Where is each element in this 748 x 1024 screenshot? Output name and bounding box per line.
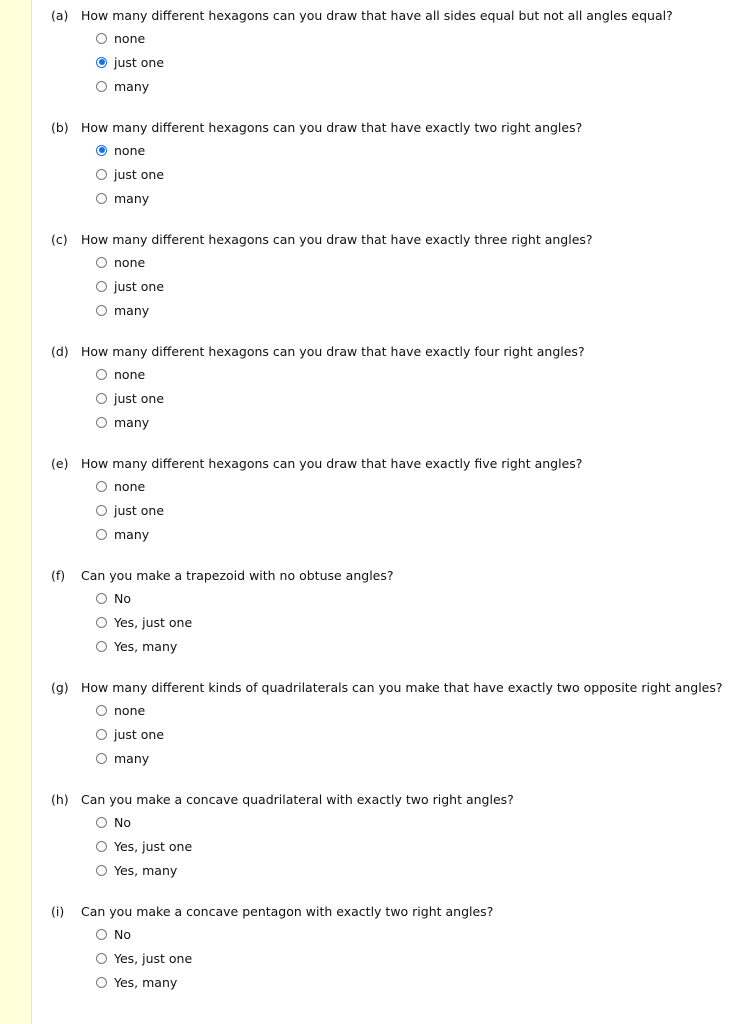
option-label: just one [114,278,165,294]
question-text: How many different hexagons can you draw that have all sides equal but not all angles equal? [81,8,673,23]
option-label: many [114,526,150,542]
question-block [0,0,748,112]
radio-button[interactable] [96,369,107,380]
radio-button[interactable] [96,977,107,988]
option-label: none [114,478,146,494]
option-label: Yes, just one [114,950,193,966]
question-letter: (i) [51,904,65,919]
option-label: just one [114,54,165,70]
radio-button[interactable] [96,81,107,92]
option-label: none [114,254,146,270]
radio-button[interactable] [96,193,107,204]
radio-button[interactable] [96,705,107,716]
radio-button[interactable] [96,529,107,540]
question-text: Can you make a concave quadrilateral with exactly two right angles? [81,792,514,807]
option-label: none [114,30,146,46]
question-prompt [51,568,394,583]
answer-option[interactable] [96,276,164,296]
answer-option[interactable] [96,948,192,968]
question-text: How many different kinds of quadrilaterals can you make that have exactly two opposite right angles? [81,680,723,695]
answer-option[interactable] [96,724,164,744]
question-text: How many different hexagons can you draw that have exactly two right angles? [81,120,583,135]
answer-option[interactable] [96,924,131,944]
radio-button[interactable] [96,169,107,180]
answer-option[interactable] [96,524,149,544]
answer-option[interactable] [96,500,164,520]
question-letter: (h) [51,792,69,807]
question-prompt [51,680,723,695]
option-label: many [114,414,150,430]
radio-button[interactable] [96,841,107,852]
question-letter: (c) [51,232,68,247]
answer-option[interactable] [96,972,177,992]
question-block [0,896,748,1008]
question-block [0,672,748,784]
option-label: just one [114,726,165,742]
option-label: No [114,926,131,942]
answer-option[interactable] [96,188,149,208]
answer-option[interactable] [96,388,164,408]
answer-option[interactable] [96,748,149,768]
question-letter: (b) [51,120,69,135]
option-label: many [114,78,150,94]
question-text: How many different hexagons can you draw that have exactly four right angles? [81,344,585,359]
question-letter: (a) [51,8,69,23]
question-text: How many different hexagons can you draw that have exactly five right angles? [81,456,583,471]
option-label: just one [114,390,165,406]
option-label: none [114,366,146,382]
radio-button[interactable] [96,729,107,740]
question-prompt [51,344,585,359]
answer-option[interactable] [96,28,145,48]
answer-option[interactable] [96,836,192,856]
radio-button[interactable] [96,305,107,316]
question-letter: (f) [51,568,66,583]
option-label: many [114,190,150,206]
answer-option[interactable] [96,812,131,832]
radio-button[interactable] [96,753,107,764]
question-block [0,336,748,448]
option-label: many [114,302,150,318]
question-block [0,448,748,560]
answer-option[interactable] [96,476,145,496]
radio-button[interactable] [96,281,107,292]
radio-button[interactable] [96,417,107,428]
radio-button[interactable] [96,257,107,268]
answer-option[interactable] [96,612,192,632]
radio-button[interactable] [96,929,107,940]
answer-option[interactable] [96,860,177,880]
question-text: Can you make a concave pentagon with exactly two right angles? [81,904,494,919]
question-letter: (g) [51,680,69,695]
radio-button[interactable] [96,57,107,68]
option-label: Yes, many [114,862,178,878]
option-label: just one [114,166,165,182]
answer-option[interactable] [96,588,131,608]
answer-option[interactable] [96,364,145,384]
question-block [0,560,748,672]
option-label: none [114,702,146,718]
option-label: No [114,590,131,606]
question-prompt [51,904,493,919]
radio-button[interactable] [96,593,107,604]
radio-button[interactable] [96,145,107,156]
radio-button[interactable] [96,865,107,876]
question-block [0,224,748,336]
answer-option[interactable] [96,252,145,272]
question-prompt [51,8,673,23]
radio-button[interactable] [96,505,107,516]
radio-button[interactable] [96,393,107,404]
radio-button[interactable] [96,617,107,628]
question-prompt [51,792,514,807]
question-block [0,784,748,896]
question-letter: (d) [51,344,69,359]
radio-button[interactable] [96,817,107,828]
answer-option[interactable] [96,140,145,160]
question-prompt [51,456,582,471]
radio-button[interactable] [96,641,107,652]
question-prompt [51,120,582,135]
radio-button[interactable] [96,33,107,44]
answer-option[interactable] [96,76,149,96]
option-label: Yes, many [114,974,178,990]
option-label: Yes, just one [114,838,193,854]
answer-option[interactable] [96,300,149,320]
option-label: none [114,142,146,158]
answer-option[interactable] [96,700,145,720]
question-letter: (e) [51,456,69,471]
answer-option[interactable] [96,52,164,72]
question-block [0,112,748,224]
option-label: Yes, many [114,638,178,654]
option-label: Yes, just one [114,614,193,630]
question-text: Can you make a trapezoid with no obtuse angles? [81,568,394,583]
option-label: many [114,750,150,766]
question-prompt [51,232,593,247]
option-label: just one [114,502,165,518]
question-text: How many different hexagons can you draw that have exactly three right angles? [81,232,593,247]
answer-option[interactable] [96,636,177,656]
radio-button[interactable] [96,481,107,492]
answer-option[interactable] [96,412,149,432]
answer-option[interactable] [96,164,164,184]
radio-button[interactable] [96,953,107,964]
option-label: No [114,814,131,830]
